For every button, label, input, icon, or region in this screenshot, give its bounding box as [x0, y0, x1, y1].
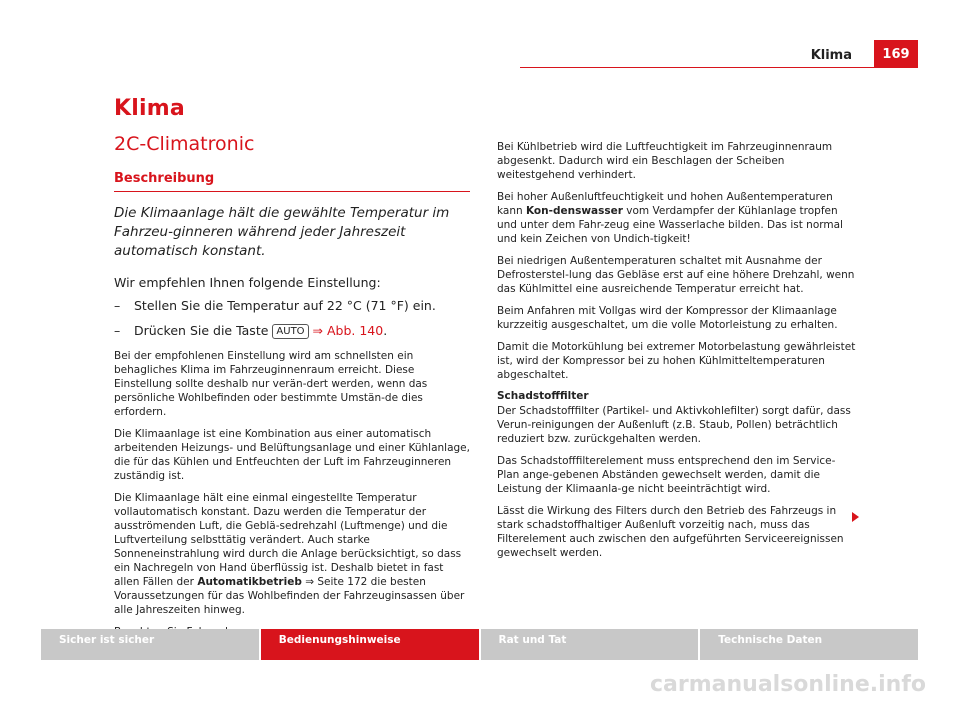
step-text: Drücken Sie die Taste [134, 323, 269, 338]
left-column [114, 96, 470, 647]
paragraph: Bei der empfohlenen Einstellung wird am schnellsten ein behagliches Klima im Fahrzeuginnenraum erreicht. Diese Einstellung sollte deshalb nur verän-dert werden, wenn das persönliche Wohlbefinden oder bestimmte Umstän-de dies erfordern. [114, 350, 428, 418]
running-header-title: Klima [810, 48, 852, 63]
footer-tab-rat-und-tat[interactable]: Rat und Tat [481, 629, 699, 660]
step-period: . [383, 323, 388, 338]
step-dash: – [114, 298, 121, 313]
chapter-title: Klima [114, 96, 185, 121]
section-title: 2C-Climatronic [114, 133, 255, 155]
paragraph-text: Die Klimaanlage hält eine einmal eingestellte Temperatur vollautomatisch konstant. Dazu werden die Temperatur der ausströmenden Luft, die Geblä-sedrehzahl (Luftmenge) und die Luftverteilung selbsttätig verändert. Auch starke Sonneneinstrahlung wird durch die Anlage berücksichtigt, so dass ein Nachregeln von Hand überflüssig ist. Deshalb bietet in fast allen Fällen der [114, 492, 462, 588]
intro-text: Die Klimaanlage hält die gewählte Temperatur im Fahrzeu-ginneren während jeder Jahreszeit automatisch konstant. [114, 205, 450, 259]
figure-reference-link[interactable]: ⇒ Abb. 140 [312, 323, 384, 338]
paragraph: Bei Kühlbetrieb wird die Luftfeuchtigkeit im Fahrzeuginnenraum abgesenkt. Dadurch wird ein Beschlagen der Scheiben weitestgehend verhindert. [497, 141, 833, 181]
paragraph: Lässt die Wirkung des Filters durch den Betrieb des Fahrzeugs in stark schadstoffhaltiger Außenluft vorzeitig nach, muss das Filterelement auch zwischen den aufgeführten Serviceereignissen gewechselt werden. [497, 505, 844, 559]
right-column [497, 140, 857, 568]
page-reference-link[interactable]: ⇒ Seite 172 die besten Voraussetzungen für das Wohlbefinden der Fahrzeuginsassen über alle Jahreszeiten hinweg. [114, 576, 465, 616]
footer-tab-sicher-ist-sicher[interactable]: Sicher ist sicher [41, 629, 259, 660]
footer-tab-technische-daten[interactable]: Technische Daten [700, 629, 918, 660]
paragraph-text: vom Verdampfer der Kühlanlage tropfen und unter dem Fahr-zeug eine Wasserlache bilden. Das ist normal und kein Zeichen von Undich-tigkeit! [497, 205, 843, 245]
paragraph: Das Schadstofffilterelement muss entsprechend den im Service-Plan ange-gebenen Abständen gewechselt werden, damit die Leistung der Klimaanla-ge nicht beeinträchtigt wird. [497, 455, 836, 495]
step-item [114, 323, 470, 339]
page-number-badge: 169 [874, 40, 918, 68]
subsection-title: Beschreibung [114, 171, 470, 192]
watermark: carmanualsonline.info [650, 672, 926, 697]
footer-tab-bedienungshinweise[interactable]: Bedienungshinweise [261, 629, 479, 660]
paragraph: Bei niedrigen Außentemperaturen schaltet mit Ausnahme der Defrosterstel-lung das Gebläse erst auf eine höhere Drehzahl, wenn das Kühlmittel eine ausreichende Temperatur erreicht hat. [497, 255, 855, 295]
paragraph [497, 190, 857, 246]
header-rule [520, 67, 874, 68]
paragraph-text: Bei hoher Außenluftfeuchtigkeit und hohen Außentemperaturen kann [497, 191, 833, 217]
step-item [114, 298, 470, 313]
step-text: Stellen Sie die Temperatur auf 22 °C (71 °F) ein. [134, 298, 436, 313]
paragraph [114, 491, 470, 617]
recommend-text: Wir empfehlen Ihnen folgende Einstellung: [114, 275, 381, 290]
bold-term: Kon-denswasser [525, 205, 623, 217]
paragraph: Der Schadstofffilter (Partikel- und Aktivkohlefilter) sorgt dafür, dass Verun-reinigungen der Außenluft (z.B. Staub, Pollen) beträchtlich reduziert bzw. zurückgehalten werden. [497, 405, 851, 445]
continue-arrow-icon [852, 512, 859, 522]
paragraph: Damit die Motorkühlung bei extremer Motorbelastung gewährleistet ist, wird der Kompressor bei zu hohen Kühlmitteltemperaturen abgeschaltet. [497, 341, 856, 381]
steps-list [114, 298, 470, 339]
filter-heading: Schadstofffilter [497, 390, 589, 402]
paragraph: Beim Anfahren mit Vollgas wird der Kompressor der Klimaanlage kurzzeitig ausgeschaltet, um die volle Motorleistung zu erhalten. [497, 305, 838, 331]
step-dash: – [114, 323, 121, 338]
bold-term: Automatikbetrieb [197, 576, 302, 588]
paragraph: Die Klimaanlage ist eine Kombination aus einer automatisch arbeitenden Heizungs- und Belüftungsanlage und einer Kühlanlage, die für das Kühlen und Entfeuchten der Luft im Fahrzeuginneren zuständig ist. [114, 428, 470, 482]
auto-key-symbol: AUTO [272, 324, 308, 339]
footer-nav [41, 629, 918, 660]
